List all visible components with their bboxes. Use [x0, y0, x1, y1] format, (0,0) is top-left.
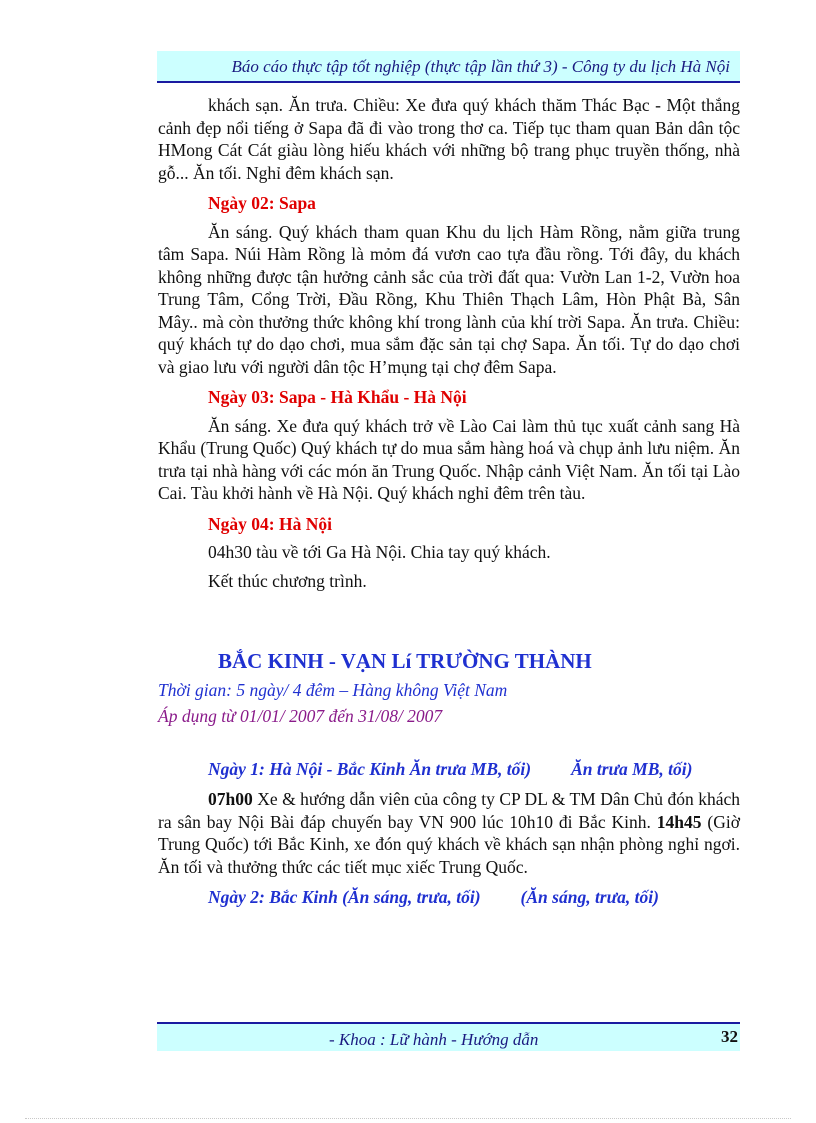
day-heading: [208, 758, 740, 781]
time-label: 07h00: [208, 789, 253, 809]
day-heading: Ngày 03: Sapa - Hà Khẩu - Hà Nội: [208, 387, 467, 407]
tour-duration: Thời gian: 5 ngày/ 4 đêm – Hàng không Việt Nam: [158, 679, 508, 700]
page-footer: [157, 1022, 740, 1051]
page-edge-divider: [25, 1118, 791, 1119]
header-title: Báo cáo thực tập tốt nghiệp (thực tập lần thứ 3) - Công ty du lịch Hà Nội: [231, 57, 730, 76]
paragraph: Ăn sáng. Quý khách tham quan Khu du lịch Hàm Rồng, nằm giữa trung tâm Sapa. Núi Hàm Rồng là mỏm đá vươn cao tựa đầu rồng. Tới đây, du khách không những được tận hưởng cảnh sắc của trời đất qua: Vườn Lan 1-2, Vườn hoa Trung Tâm, Cổng Trời, Đầu Rồng, Khu Thiên Thạch Lâm, Hòn Phật Bà, Sân Mây.. mà còn thưởng thức không khí trong lành của khí trời Sapa. Ăn trưa. Chiều: quý khách tự do dạo chơi, mua sắm đặc sản tại chợ Sapa. Ăn tối. Tự do dạo chơi và giao lưu với người dân tộc H’mụng tại chợ đêm Sapa.: [158, 221, 740, 377]
day-title: Ngày 2: Bắc Kinh (Ăn sáng, trưa, tối): [208, 887, 481, 907]
tour-validity: Áp dụng từ 01/01/ 2007 đến 31/08/ 2007: [158, 706, 443, 726]
day-meals: (Ăn sáng, trưa, tối): [520, 887, 659, 907]
paragraph-text: Xe & hướng dẫn viên của công ty CP DL & TM Dân Chủ đón khách ra sân bay Nội Bài đáp chuyến bay VN 900 lúc 10h10 đi Bắc Kinh.: [158, 789, 740, 832]
paragraph: khách sạn. Ăn trưa. Chiều: Xe đưa quý khách thăm Thác Bạc - Một thắng cảnh đẹp nổi tiếng ở Sapa đã đi vào trong thơ ca. Tiếp tục tham quan Bản dân tộc HMong Cát Cát giàu lòng hiếu khách với những bộ trang phục truyền thống, nhà gỗ... Ăn tối. Nghỉ đêm khách sạn.: [158, 95, 740, 183]
paragraph: [158, 788, 740, 878]
day-heading: Ngày 04: Hà Nội: [208, 513, 332, 534]
page-number: 32: [721, 1027, 738, 1046]
paragraph: 04h30 tàu về tới Ga Hà Nội. Chia tay quý khách.: [208, 542, 551, 562]
document-body: [158, 94, 740, 917]
paragraph-text: (Giờ Trung Quốc) tới Bắc Kinh, xe đón quý khách về khách sạn nhận phòng nghỉ ngơi. Ăn tối và thưởng thức các tiết mục xiếc Trung Quốc.: [158, 811, 740, 877]
paragraph: Kết thúc chương trình.: [208, 570, 367, 591]
tour-title: BẮC KINH - VẠN Lí TRƯỜNG THÀNH: [218, 649, 592, 673]
footer-text: - Khoa : Lữ hành - Hướng dẫn: [329, 1030, 539, 1049]
day-meals: Ăn trưa MB, tối): [571, 758, 693, 779]
day-title: Ngày 1: Hà Nội - Bắc Kinh Ăn trưa MB, tối): [208, 758, 532, 779]
day-heading: [208, 886, 740, 909]
time-label: 14h45: [656, 811, 702, 832]
paragraph: Ăn sáng. Xe đưa quý khách trở về Lào Cai làm thủ tục xuất cảnh sang Hà Khẩu (Trung Quốc) Quý khách tự do mua sắm hàng hoá và chụp ảnh lưu niệm. Ăn trưa tại nhà hàng với các món ăn Trung Quốc. Nhập cảnh Việt Nam. Ăn tối tại Lào Cai. Tàu khởi hành về Hà Nội. Quý khách nghỉ đêm trên tàu.: [158, 415, 740, 503]
page-header: [157, 51, 740, 83]
day-heading: Ngày 02: Sapa: [208, 193, 316, 213]
